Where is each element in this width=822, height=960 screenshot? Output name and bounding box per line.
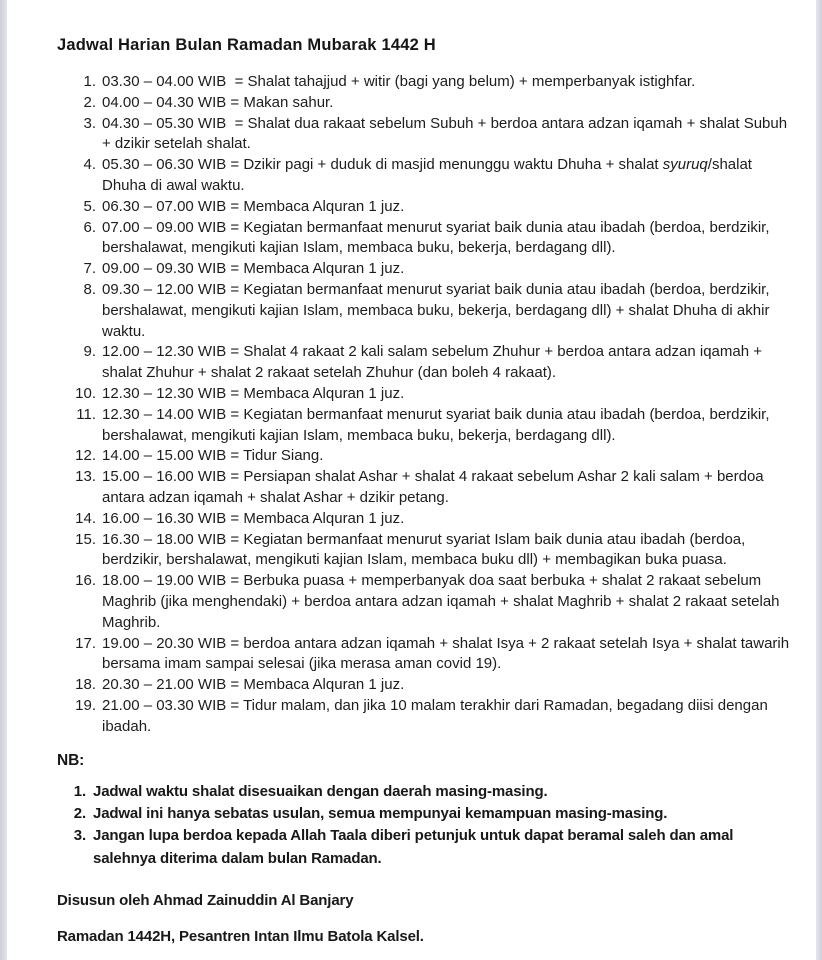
nb-item — [57, 803, 794, 825]
schedule-item-text — [102, 114, 790, 156]
schedule-item-text-run: 09.00 – 09.30 WIB = Membaca Alquran 1 juz. — [102, 260, 405, 278]
schedule-item-text — [102, 155, 790, 197]
schedule-item — [57, 114, 794, 156]
schedule-item-text — [102, 384, 790, 405]
schedule-item-number: 18. — [75, 676, 96, 694]
schedule-item-number: 9. — [83, 343, 96, 361]
schedule-item-text-run: 16.00 – 16.30 WIB = Membaca Alquran 1 juz. — [102, 509, 405, 527]
schedule-item-text — [102, 509, 790, 530]
nb-heading: NB: — [57, 751, 85, 769]
schedule-item-text-run: 12.00 – 12.30 WIB = Shalat 4 rakaat 2 kali salam sebelum Zhuhur + berdoa antara adzan iqamah + shalat Zhuhur + shalat 2 rakaat setelah Zhuhur (dan boleh 4 rakaat). — [102, 343, 767, 382]
schedule-item-number: 7. — [83, 260, 96, 278]
schedule-item-text — [102, 530, 790, 572]
schedule-item-number: 12. — [75, 447, 96, 465]
schedule-item — [57, 634, 794, 676]
nb-item-number: 3. — [73, 827, 86, 845]
schedule-item-number: 13. — [75, 468, 96, 486]
schedule-item-text-run: 12.30 – 14.00 WIB = Kegiatan bermanfaat menurut syariat baik dunia atau ibadah (berdoa, berdzikir, bershalawat, mengikuti kajian Islam, membaca buku, bekerja, berdagang dll). — [102, 405, 774, 444]
page-edge-right — [816, 0, 822, 960]
schedule-item-text — [102, 259, 790, 280]
schedule-item-text — [102, 571, 790, 633]
schedule-item-text-run: 19.00 – 20.30 WIB = berdoa antara adzan iqamah + shalat Isya + 2 rakaat setelah Isya + shalat tawarih bersama imam sampai selesai (jika merasa aman covid 19). — [102, 634, 794, 673]
nb-item — [57, 781, 794, 803]
nb-list — [57, 781, 794, 871]
schedule-item — [57, 218, 794, 260]
schedule-item-number: 6. — [83, 218, 96, 236]
schedule-item — [57, 696, 794, 738]
schedule-item-text — [102, 467, 790, 509]
schedule-item-text-run: 05.30 – 06.30 WIB = Dzikir pagi + duduk di masjid menunggu waktu Dhuha + shalat — [102, 156, 663, 174]
schedule-item — [57, 342, 794, 384]
page-title: Jadwal Harian Bulan Ramadan Mubarak 1442 H — [57, 36, 436, 54]
schedule-item-text-run: 14.00 – 15.00 WIB = Tidur Siang. — [102, 447, 324, 465]
schedule-item-text-run: 04.00 – 04.30 WIB = Makan sahur. — [102, 93, 334, 111]
schedule-item-number: 19. — [75, 696, 96, 714]
document-content — [57, 36, 794, 947]
schedule-item — [57, 571, 794, 633]
schedule-item-number: 17. — [75, 634, 96, 652]
schedule-item-text-run: 09.30 – 12.00 WIB = Kegiatan bermanfaat menurut syariat baik dunia atau ibadah (berdoa, berdzikir, bershalawat, mengikuti kajian Islam, membaca buku, bekerja, berdagang dll) + shalat Dhuha di akhir waktu. — [102, 280, 774, 340]
schedule-item-text — [102, 405, 790, 447]
schedule-item-text-run: 16.30 – 18.00 WIB = Kegiatan bermanfaat menurut syariat Islam baik dunia atau ibadah (berdoa, berdzikir, bershalawat, mengikuti kajian Islam, membaca buku dll) + membagikan buka puasa. — [102, 530, 750, 569]
schedule-item-number: 14. — [75, 509, 96, 527]
nb-item-text: Jadwal waktu shalat disesuaikan dengan daerah masing-masing. — [93, 782, 548, 800]
schedule-item — [57, 467, 794, 509]
schedule-item-text-run: 15.00 – 16.00 WIB = Persiapan shalat Ashar + shalat 4 rakaat sebelum Ashar 2 kali salam + berdoa antara adzan iqamah + shalat Ashar + dzikir petang. — [102, 468, 768, 506]
schedule-item — [57, 405, 794, 447]
schedule-item-text — [102, 696, 790, 738]
schedule-item-text-run: 06.30 – 07.00 WIB = Membaca Alquran 1 juz. — [102, 197, 405, 215]
schedule-item — [57, 280, 794, 342]
schedule-list — [57, 72, 794, 738]
schedule-item-number: 3. — [83, 114, 96, 132]
edition-line: Ramadan 1442H, Pesantren Intan Ilmu Batola Kalsel. — [57, 928, 424, 946]
schedule-item — [57, 155, 794, 197]
schedule-item-text — [102, 197, 790, 218]
schedule-item-text — [102, 72, 790, 93]
schedule-item-text-run: 04.30 – 05.30 WIB = Shalat dua rakaat sebelum Subuh + berdoa antara adzan iqamah + shalat Subuh + dzikir setelah shalat. — [102, 114, 792, 153]
author-line: Disusun oleh Ahmad Zainuddin Al Banjary — [57, 892, 354, 910]
schedule-item — [57, 675, 794, 696]
schedule-item-text — [102, 446, 790, 467]
schedule-item-text — [102, 218, 790, 260]
schedule-item — [57, 93, 794, 114]
schedule-item-text-italic: syuruq — [662, 156, 708, 174]
nb-item — [57, 825, 794, 870]
schedule-item-text-run: 07.00 – 09.00 WIB = Kegiatan bermanfaat menurut syariat baik dunia atau ibadah (berdoa, berdzikir, bershalawat, mengikuti kajian Islam, membaca buku, bekerja, berdagang dll). — [102, 218, 774, 257]
schedule-item-number: 11. — [76, 405, 96, 423]
nb-item-number: 2. — [73, 804, 86, 822]
schedule-item-text-run: 18.00 – 19.00 WIB = Berbuka puasa + memperbanyak doa saat berbuka + shalat 2 rakaat sebelum Maghrib (jika menghendaki) + berdoa antara adzan iqamah + shalat Maghrib + shalat 2 rakaat setelah Maghrib. — [102, 572, 784, 631]
schedule-item-number: 5. — [83, 197, 96, 215]
schedule-item-text — [102, 634, 794, 676]
nb-item-text: Jangan lupa berdoa kepada Allah Taala diberi petunjuk untuk dapat beramal saleh dan amal salehnya diterima dalam bulan Ramadan. — [93, 827, 734, 867]
schedule-item — [57, 446, 794, 467]
schedule-item-text — [102, 342, 790, 384]
schedule-item-number: 2. — [83, 93, 96, 111]
schedule-item-number: 16. — [75, 572, 96, 590]
schedule-item-text-run: /shalat Dhuha di awal waktu. — [102, 156, 757, 194]
schedule-item-number: 1. — [83, 73, 96, 90]
schedule-item — [57, 530, 794, 572]
schedule-item-text-run: 21.00 – 03.30 WIB = Tidur malam, dan jika 10 malam terakhir dari Ramadan, begadang diisi dengan ibadah. — [102, 696, 772, 735]
schedule-item — [57, 197, 794, 218]
schedule-item-text — [102, 280, 790, 342]
schedule-item — [57, 384, 794, 405]
schedule-item-text-run: 20.30 – 21.00 WIB = Membaca Alquran 1 juz. — [102, 676, 405, 694]
schedule-item-number: 10. — [75, 384, 96, 402]
schedule-item-number: 4. — [83, 156, 96, 174]
schedule-item-text — [102, 93, 790, 114]
schedule-item-text-run: 03.30 – 04.00 WIB = Shalat tahajjud + witir (bagi yang belum) + memperbanyak istighfar. — [102, 73, 696, 90]
page-edge-left — [0, 0, 7, 960]
schedule-item-text — [102, 675, 790, 696]
nb-item-text: Jadwal ini hanya sebatas usulan, semua mempunyai kemampuan masing-masing. — [93, 804, 668, 822]
schedule-item — [57, 259, 794, 280]
schedule-item-text-run: 12.30 – 12.30 WIB = Membaca Alquran 1 juz. — [102, 384, 405, 402]
schedule-item — [57, 509, 794, 530]
schedule-item-number: 8. — [83, 280, 96, 298]
schedule-item — [57, 72, 794, 93]
nb-item-number: 1. — [73, 782, 86, 800]
schedule-item-number: 15. — [75, 530, 96, 548]
